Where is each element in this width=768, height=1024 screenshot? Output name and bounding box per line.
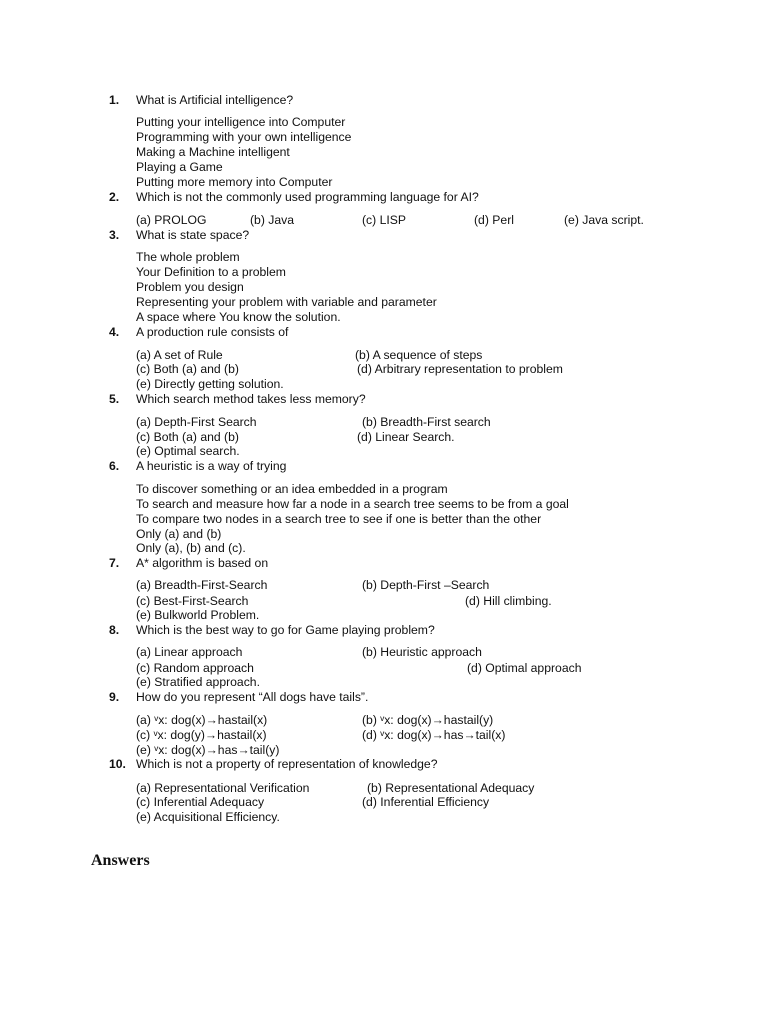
option: (e) Acquisitional Efficiency. bbox=[136, 810, 280, 824]
option: Only (a), (b) and (c). bbox=[136, 541, 246, 555]
question-number: 1. bbox=[109, 93, 120, 107]
option: Only (a) and (b) bbox=[136, 527, 222, 541]
option: Representing your problem with variable and parameter bbox=[136, 295, 437, 309]
option: (d) Inferential Efficiency bbox=[362, 795, 490, 809]
question-number: 9. bbox=[109, 690, 120, 704]
question-number: 5. bbox=[109, 392, 120, 406]
option: Programming with your own intelligence bbox=[136, 130, 352, 144]
option: (e) Bulkworld Problem. bbox=[136, 608, 260, 622]
question-number: 4. bbox=[109, 325, 120, 339]
option: (b) Representational Adequacy bbox=[367, 781, 535, 795]
option: (a) ᵛx: dog(x)→hastail(x) bbox=[136, 713, 268, 727]
option: A space where You know the solution. bbox=[136, 310, 341, 324]
option: (b) Heuristic approach bbox=[362, 645, 482, 659]
option: (c) LISP bbox=[362, 213, 407, 227]
question-text: What is state space? bbox=[136, 228, 250, 242]
option: Your Definition to a problem bbox=[136, 265, 286, 279]
option: (b) Depth-First –Search bbox=[362, 578, 490, 592]
option: (a) Representational Verification bbox=[136, 781, 310, 795]
option: (c) Inferential Adequacy bbox=[136, 795, 265, 809]
question-text: How do you represent “All dogs have tails”. bbox=[136, 690, 369, 704]
option: (a) Linear approach bbox=[136, 645, 243, 659]
option: (e) Java script. bbox=[564, 213, 644, 227]
option: (c) Both (a) and (b) bbox=[136, 430, 239, 444]
option: (a) Depth-First Search bbox=[136, 415, 257, 429]
option: (b) Breadth-First search bbox=[362, 415, 491, 429]
question-number: 7. bbox=[109, 556, 120, 570]
question-number: 6. bbox=[109, 459, 120, 473]
option: (c) Both (a) and (b) bbox=[136, 362, 239, 376]
question-text: Which is not the commonly used programming language for AI? bbox=[136, 190, 479, 204]
option: (d) Arbitrary representation to problem bbox=[357, 362, 563, 376]
option: Putting your intelligence into Computer bbox=[136, 115, 346, 129]
question-number: 3. bbox=[109, 228, 120, 242]
option: To search and measure how far a node in a search tree seems to be from a goal bbox=[136, 497, 569, 511]
option: (d) Hill climbing. bbox=[465, 594, 552, 608]
option: To compare two nodes in a search tree to see if one is better than the other bbox=[136, 512, 542, 526]
option: Problem you design bbox=[136, 280, 244, 294]
question-text: Which is not a property of representation of knowledge? bbox=[136, 757, 438, 771]
option: (c) Random approach bbox=[136, 661, 254, 675]
option: (c) Best-First-Search bbox=[136, 594, 249, 608]
question-text: A* algorithm is based on bbox=[136, 556, 269, 570]
option: (e) Stratified approach. bbox=[136, 675, 260, 689]
option: (a) PROLOG bbox=[136, 213, 207, 227]
option: Making a Machine intelligent bbox=[136, 145, 290, 159]
question-text: Which is the best way to go for Game playing problem? bbox=[136, 623, 435, 637]
question-number: 2. bbox=[109, 190, 120, 204]
option: (b) A sequence of steps bbox=[355, 348, 483, 362]
option: (d) Optimal approach bbox=[467, 661, 582, 675]
answers-heading: Answers bbox=[91, 852, 150, 869]
option: The whole problem bbox=[136, 250, 240, 264]
option: (e) Directly getting solution. bbox=[136, 377, 284, 391]
question-number: 8. bbox=[109, 623, 120, 637]
option: To discover something or an idea embedded in a program bbox=[136, 482, 448, 496]
option: (d) Perl bbox=[474, 213, 514, 227]
option: (d) Linear Search. bbox=[357, 430, 455, 444]
option: (e) Optimal search. bbox=[136, 444, 240, 458]
question-text: What is Artificial intelligence? bbox=[136, 93, 294, 107]
option: Playing a Game bbox=[136, 160, 223, 174]
option: (a) Breadth-First-Search bbox=[136, 578, 268, 592]
question-number: 10. bbox=[109, 757, 126, 771]
option: (a) A set of Rule bbox=[136, 348, 223, 362]
option: (d) ᵛx: dog(x)→has→tail(x) bbox=[362, 728, 506, 742]
question-text: A heuristic is a way of trying bbox=[136, 459, 287, 473]
question-text: Which search method takes less memory? bbox=[136, 392, 366, 406]
option: (b) ᵛx: dog(x)→hastail(y) bbox=[362, 713, 494, 727]
option: Putting more memory into Computer bbox=[136, 175, 333, 189]
option: (e) ᵛx: dog(x)→has→tail(y) bbox=[136, 743, 280, 757]
question-text: A production rule consists of bbox=[136, 325, 289, 339]
option: (c) ᵛx: dog(y)→hastail(x) bbox=[136, 728, 267, 742]
option: (b) Java bbox=[250, 213, 295, 227]
